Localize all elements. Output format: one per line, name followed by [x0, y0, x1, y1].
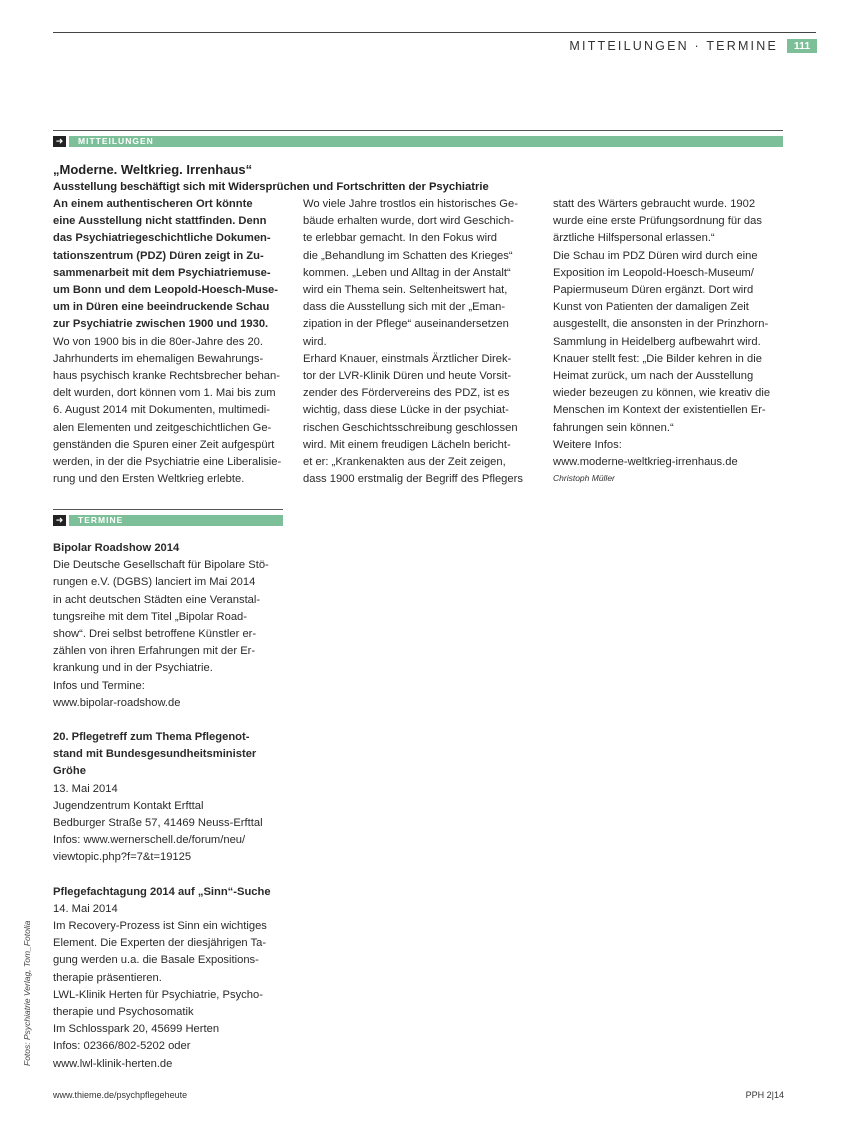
arrow-right-icon: ➜: [53, 515, 66, 526]
event-item: [53, 540, 283, 712]
event-title: Bipolar Roadshow 2014: [53, 542, 180, 554]
termine-label: TERMINE: [69, 515, 283, 526]
section-heading: MITTEILUNGEN · TERMINE: [569, 39, 778, 53]
article-column-1: [53, 196, 283, 488]
event-title: Pflegefachtagung 2014 auf „Sinn“-Suche: [53, 885, 271, 898]
termine-rule: [53, 509, 283, 510]
mitteilungen-rule: [53, 130, 783, 131]
header-rule: [53, 32, 816, 33]
photo-credit: Fotos: Psychiatrie Verlag, Tom_Fotolia: [22, 920, 32, 1066]
article-paragraph: Die Schau im PDZ Düren wird durch eine Exposition im Leopold-Hoesch-Museum/ Papiermuseum Düren ergänzt. Dort wird Kunst von Patienten der damaligen Zeit ausgestellt, die ansonsten in der Prinzhorn- Sammlung in Heidelberg aufbewahrt wird. Knauer stellt fest: „Die Bilder kehren in die Heimat zurück, um nach der Ausstellung wieder bezeugen zu können, wie kreativ die Menschen im Kontext der existentiellen Er- fahrungen sein können.“: [553, 249, 771, 434]
event-item: [53, 729, 283, 867]
termine-list: [53, 540, 283, 1090]
event-item: [53, 884, 283, 1073]
arrow-right-icon: ➜: [53, 136, 66, 147]
footer-issue: PPH 2|14: [745, 1090, 784, 1100]
article-paragraph: Wo von 1900 bis in die 80er-Jahre des 20. Jahrhunderts im ehemaligen Bewahrungs- haus psychisch kranke Rechtsbrecher behan- delt wurden, dort können vom 1. Mai bis zum 6. August 2014 mit Dokumenten, multimedi- alen Elementen und zeitgeschichtlichen Ge- genständen die Spuren einer Zeit aufgespürt werden, in der die Psychiatrie eine Liberalisie- rung und den Ersten Weltkrieg erlebte.: [53, 335, 282, 486]
page-number: 111: [787, 39, 817, 53]
article-more-info: Weitere Infos: www.moderne-weltkrieg-irrenhaus.de: [553, 438, 738, 469]
article-author: Christoph Müller: [553, 473, 615, 484]
event-body: Die Deutsche Gesellschaft für Bipolare Stö- rungen e.V. (DGBS) lanciert im Mai 2014 in acht deutschen Städten eine Veranstal- tungsreihe mit dem Titel „Bipolar Road- show“. Drei selbst betroffene Künstler er- zählen von ihren Erfahrungen mit der Er- krankung und in der Psychiatrie. Infos und Termine: www.bipolar-roadshow.de: [53, 559, 269, 709]
article-column-2: [303, 196, 533, 488]
event-body: 13. Mai 2014 Jugendzentrum Kontakt Erfttal Bedburger Straße 57, 41469 Neuss-Erfttal Infos: www.wernerschell.de/forum/neu/ viewtopic.php?f=7&t=19125: [53, 782, 263, 864]
article-paragraph: Erhard Knauer, einstmals Ärztlicher Direk- tor der LVR-Klinik Düren und heute Vorsit- zender des Fördervereins des PDZ, ist es wichtig, dass diese Lücke in der psychiat- rischen Geschichtsschreibung geschlossen wird. Mit einem freudigen Lächeln bericht- et er: „Krankenakten aus der Zeit zeigen, dass 1900 erstmalig der Begriff des Pflegers: [303, 352, 523, 486]
article-paragraph: Wo viele Jahre trostlos ein historisches Ge- bäude erhalten wurde, dort wird Geschich- te erlebbar gemacht. In den Fokus wird die „Behandlung im Schatten des Krieges“ kommen. „Leben und Alltag in der Anstalt“ wird ein Thema sein. Seltenheitswert hat, dass die Ausstellung sich mit der „Eman- zipation in der Pflege“ auseinandersetzen wird.: [303, 198, 518, 348]
mitteilungen-label: MITTEILUNGEN: [69, 136, 783, 147]
article-title: „Moderne. Weltkrieg. Irrenhaus“: [53, 162, 253, 177]
event-body: 14. Mai 2014 Im Recovery-Prozess ist Sinn ein wichtiges Element. Die Experten der diesjährigen Ta- gung werden u.a. die Basale Expositions- therapie präsentieren. LWL-Klinik Herten für Psychiatrie, Psycho- therapie und Psychosomatik Im Schlosspark 20, 45699 Herten Infos: 02366/802-5202 oder www.lwl-klinik-herten.de: [53, 902, 267, 1070]
event-title: 20. Pflegetreff zum Thema Pflegenot- stand mit Bundesgesundheitsminister Gröhe: [53, 731, 257, 778]
article-lead: An einem authentischeren Ort könnte eine Ausstellung nicht stattfinden. Denn das Psychiatriegeschichtliche Dokumen- tationszentrum (PDZ) Düren zeigt in Zu- sammenarbeit mit dem Psychiatriemuse- um Bonn und dem Leopold-Hoesch-Muse- um in Düren eine beeindruckende Schau zur Psychiatrie zwischen 1900 und 1930.: [53, 198, 278, 331]
article-subtitle: Ausstellung beschäftigt sich mit Widersprüchen und Fortschritten der Psychiatrie: [53, 181, 489, 193]
footer-url: www.thieme.de/psychpflegeheute: [53, 1090, 188, 1100]
article-paragraph: statt des Wärters gebraucht wurde. 1902 wurde eine erste Prüfungsordnung für das ärztliche Hilfspersonal erlassen.“: [553, 198, 762, 245]
article-column-3: [553, 196, 786, 485]
